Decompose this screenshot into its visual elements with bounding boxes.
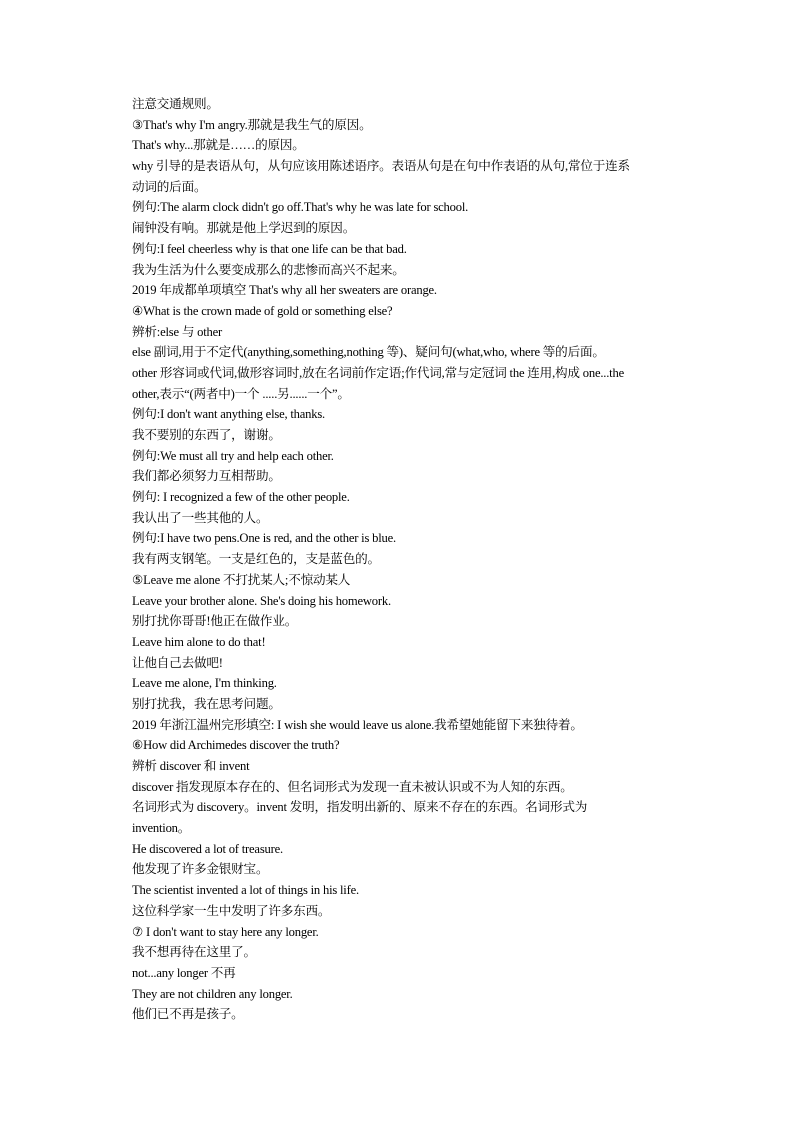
text-line: 他发现了许多金银财宝。	[132, 862, 269, 877]
text-line: 名词形式为 discovery。invent 发明，指发明出新的、原来不存在的东西。名词形式为	[132, 800, 588, 815]
text-line: 让他自己去做吧!	[132, 655, 223, 670]
text-line: He discovered a lot of treasure.	[132, 841, 283, 856]
text-line: 辨析:else 与 other	[132, 324, 223, 339]
text-line: other,表示“(两者中)一个 .....另......一个”。	[132, 386, 350, 401]
text-line: They are not children any longer.	[132, 986, 293, 1001]
text-line: 我为生活为什么要变成那么的悲惨而高兴不起来。	[132, 262, 405, 277]
text-line: 我们都必须努力互相帮助。	[132, 469, 281, 484]
text-line: else 副词,用于不定代(anything,something,nothing 等)、疑问句(what,who, where 等的后面。	[132, 345, 605, 360]
text-line: 别打扰你哥哥!他正在做作业。	[132, 614, 298, 629]
text-line: Leave your brother alone. She's doing his homework.	[132, 593, 391, 608]
document-body	[132, 94, 672, 1025]
text-line: 我有两支钢笔。一支是红色的，支是蓝色的。	[132, 552, 380, 567]
text-line: 注意交通规则。	[132, 97, 219, 111]
text-line: invention。	[132, 821, 191, 836]
text-line: 2019 年浙江温州完形填空: I wish she would leave us alone.我希望她能留下来独待着。	[132, 717, 583, 732]
text-line: other 形容词或代词,做形容词时,放在名词前作定语;作代词,常与定冠词 the 连用,构成 one...the	[132, 365, 624, 380]
text-line: 动词的后面。	[132, 179, 207, 194]
text-line: ③That's why I'm angry.那就是我生气的原因。	[132, 117, 372, 132]
text-line: Leave me alone, I'm thinking.	[132, 676, 277, 691]
text-line: 2019 年成都单项填空 That's why all her sweaters are orange.	[132, 283, 437, 298]
text-line: 这位科学家一生中发明了许多东西。	[132, 903, 331, 918]
text-line: ⑦ I don't want to stay here any longer.	[132, 924, 319, 939]
text-line: 例句:I feel cheerless why is that one life can be that bad.	[132, 241, 407, 256]
text-line: 我不想再待在这里了。	[132, 945, 256, 960]
text-line: Leave him alone to do that!	[132, 634, 266, 649]
text-line: ④What is the crown made of gold or something else?	[132, 303, 393, 318]
text-line: That's why...那就是……的原因。	[132, 138, 305, 153]
text-line: 例句:I have two pens.One is red, and the other is blue.	[132, 531, 396, 546]
text-line: ⑥How did Archimedes discover the truth?	[132, 738, 340, 753]
text-line: 例句: I recognized a few of the other people.	[132, 490, 350, 505]
text-line: ⑤Leave me alone 不打扰某人;不惊动某人	[132, 572, 351, 587]
text-line: 别打扰我，我在思考问题。	[132, 696, 281, 711]
text-line: 我不要别的东西了，谢谢。	[132, 428, 281, 442]
text-line: 闹钟没有响。那就是他上学迟到的原因。	[132, 221, 356, 236]
text-line: The scientist invented a lot of things in his life.	[132, 883, 359, 898]
text-line: 我认出了一些其他的人。	[132, 510, 269, 525]
text-line: 他们已不再是孩子。	[132, 1007, 244, 1022]
text-line: 例句:We must all try and help each other.	[132, 448, 334, 463]
text-line: 例句:I don't want anything else, thanks.	[132, 407, 325, 422]
text-line: discover 指发现原本存在的、但名词形式为发现一直未被认识或不为人知的东西。	[132, 779, 573, 794]
text-line: why 引导的是表语从句，从句应该用陈述语序。表语从句是在句中作表语的从句,常位于连系	[132, 159, 630, 174]
text-line: 例句:The alarm clock didn't go off.That's why he was late for school.	[132, 200, 469, 215]
text-line: 辨析 discover 和 invent	[132, 759, 250, 773]
text-line: not...any longer 不再	[132, 965, 236, 980]
